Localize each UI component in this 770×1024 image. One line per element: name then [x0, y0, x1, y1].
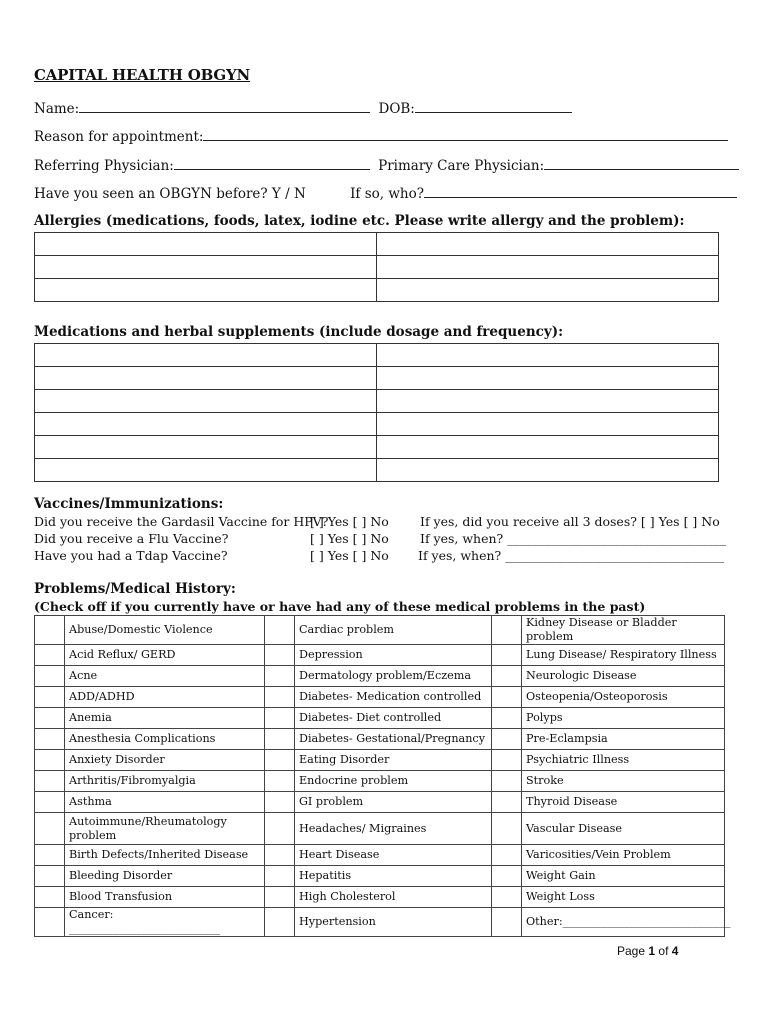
allergies-heading: Allergies (medications, foods, latex, iodine etc. Please write allergy and the problem):: [34, 213, 685, 229]
history-checkbox[interactable]: [265, 771, 295, 792]
history-checkbox[interactable]: [492, 750, 522, 771]
history-checkbox[interactable]: [492, 887, 522, 908]
history-condition-label: Headaches/ Migraines: [295, 813, 492, 845]
history-condition-label: Depression: [295, 645, 492, 666]
tdap-options[interactable]: [ ] Yes [ ] No: [310, 548, 389, 563]
history-checkbox[interactable]: [492, 813, 522, 845]
name-label: Name:: [34, 101, 80, 117]
history-subheading: (Check off if you currently have or have had any of these medical problems in the past): [34, 599, 646, 614]
medication-cell[interactable]: [35, 367, 377, 390]
history-condition-label: ADD/ADHD: [65, 687, 265, 708]
history-checkbox[interactable]: [492, 771, 522, 792]
history-condition-label: Neurologic Disease: [522, 666, 725, 687]
flu-followup[interactable]: If yes, when? ___________________________________: [420, 531, 726, 546]
history-heading: Problems/Medical History:: [34, 581, 236, 597]
history-checkbox[interactable]: [492, 708, 522, 729]
history-row: [35, 729, 725, 750]
history-checkbox[interactable]: [265, 666, 295, 687]
tdap-question: Have you had a Tdap Vaccine?: [34, 548, 228, 563]
medication-cell[interactable]: [377, 413, 719, 436]
history-checkbox[interactable]: [35, 666, 65, 687]
medication-cell[interactable]: [35, 413, 377, 436]
history-condition-label: Hepatitis: [295, 866, 492, 887]
history-checkbox[interactable]: [265, 866, 295, 887]
form-title: CAPITAL HEALTH OBGYN: [34, 66, 250, 84]
name-dob-row: [34, 99, 572, 117]
allergy-cell[interactable]: [377, 256, 719, 279]
medication-cell[interactable]: [35, 436, 377, 459]
flu-options[interactable]: [ ] Yes [ ] No: [310, 531, 389, 546]
if-so-label: If so, who?: [350, 186, 424, 202]
history-checkbox[interactable]: [265, 687, 295, 708]
history-condition-label: Diabetes- Gestational/Pregnancy: [295, 729, 492, 750]
medication-cell[interactable]: [377, 344, 719, 367]
history-condition-label: Autoimmune/Rheumatology problem: [65, 813, 265, 845]
history-row: [35, 616, 725, 645]
history-condition-label: Cardiac problem: [295, 616, 492, 645]
medical-history-table: [34, 615, 731, 937]
history-condition-label: Eating Disorder: [295, 750, 492, 771]
history-checkbox[interactable]: [35, 866, 65, 887]
allergy-cell[interactable]: [35, 279, 377, 302]
history-condition-label: Acid Reflux/ GERD: [65, 645, 265, 666]
history-condition-label: Dermatology problem/Eczema: [295, 666, 492, 687]
history-checkbox[interactable]: [35, 813, 65, 845]
medication-cell[interactable]: [377, 436, 719, 459]
history-condition-label: Polyps: [522, 708, 725, 729]
allergies-table: [34, 232, 719, 302]
history-checkbox[interactable]: [265, 887, 295, 908]
history-condition-label: Endocrine problem: [295, 771, 492, 792]
history-condition-label: Abuse/Domestic Violence: [65, 616, 265, 645]
history-condition-label: Acne: [65, 666, 265, 687]
history-checkbox[interactable]: [35, 771, 65, 792]
history-condition-label: Varicosities/Vein Problem: [522, 845, 725, 866]
history-checkbox[interactable]: [35, 750, 65, 771]
history-checkbox[interactable]: [35, 887, 65, 908]
history-checkbox[interactable]: [265, 616, 295, 645]
physician-row: [34, 156, 739, 174]
history-condition-label: Cancer: ___________________________: [65, 908, 265, 937]
history-condition-label: Hypertension: [295, 908, 492, 937]
history-condition-label: Psychiatric Illness: [522, 750, 725, 771]
history-condition-label: Weight Loss: [522, 887, 725, 908]
history-checkbox[interactable]: [35, 708, 65, 729]
history-checkbox[interactable]: [265, 792, 295, 813]
history-checkbox[interactable]: [265, 845, 295, 866]
history-condition-label: Heart Disease: [295, 845, 492, 866]
page-total: 4: [671, 944, 679, 958]
history-row: [35, 845, 725, 866]
history-condition-label: Blood Transfusion: [65, 887, 265, 908]
allergy-cell[interactable]: [377, 233, 719, 256]
history-row: [35, 750, 725, 771]
history-condition-label: Osteopenia/Osteoporosis: [522, 687, 725, 708]
pcp-field[interactable]: [544, 156, 739, 170]
dob-field[interactable]: [415, 99, 572, 113]
history-condition-label: Anesthesia Complications: [65, 729, 265, 750]
vaccines-heading: Vaccines/Immunizations:: [34, 496, 224, 512]
history-condition-label: Lung Disease/ Respiratory Illness: [522, 645, 725, 666]
history-condition-label: Thyroid Disease: [522, 792, 725, 813]
history-checkbox[interactable]: [35, 616, 65, 645]
medication-cell[interactable]: [35, 344, 377, 367]
history-checkbox[interactable]: [35, 645, 65, 666]
history-row: [35, 792, 725, 813]
seen-obgyn-label: Have you seen an OBGYN before? Y / N: [34, 186, 306, 202]
medication-cell[interactable]: [35, 390, 377, 413]
history-condition-label: Other:______________________________: [522, 908, 725, 937]
history-condition-label: Asthma: [65, 792, 265, 813]
history-checkbox[interactable]: [35, 729, 65, 750]
history-checkbox[interactable]: [265, 708, 295, 729]
history-checkbox[interactable]: [35, 792, 65, 813]
page-of-word: of: [658, 944, 669, 958]
history-condition-label: High Cholesterol: [295, 887, 492, 908]
page-current: 1: [648, 944, 656, 958]
history-condition-label: Diabetes- Medication controlled: [295, 687, 492, 708]
medications-table: [34, 343, 719, 482]
history-condition-label: Anxiety Disorder: [65, 750, 265, 771]
history-condition-label: Vascular Disease: [522, 813, 725, 845]
referring-physician-label: Referring Physician:: [34, 158, 174, 174]
history-row: [35, 708, 725, 729]
history-checkbox[interactable]: [492, 845, 522, 866]
history-condition-label: Kidney Disease or Bladder problem: [522, 616, 725, 645]
history-condition-label: Bleeding Disorder: [65, 866, 265, 887]
referring-physician-field[interactable]: [174, 156, 370, 170]
medication-cell[interactable]: [377, 390, 719, 413]
history-checkbox[interactable]: [265, 645, 295, 666]
gardasil-question: Did you receive the Gardasil Vaccine for HPV?: [34, 514, 329, 529]
medication-cell[interactable]: [377, 459, 719, 482]
history-checkbox[interactable]: [492, 908, 522, 937]
tdap-followup[interactable]: If yes, when? ___________________________________: [418, 548, 724, 563]
history-row: [35, 887, 725, 908]
name-field[interactable]: [79, 99, 370, 113]
history-row: [35, 645, 725, 666]
history-condition-label: Weight Gain: [522, 866, 725, 887]
history-checkbox[interactable]: [35, 845, 65, 866]
reason-field[interactable]: [203, 127, 728, 141]
history-condition-label: Arthritis/Fibromyalgia: [65, 771, 265, 792]
medication-cell[interactable]: [35, 459, 377, 482]
history-condition-label: Birth Defects/Inherited Disease: [65, 845, 265, 866]
history-row: [35, 687, 725, 708]
medication-cell[interactable]: [377, 367, 719, 390]
history-condition-label: Anemia: [65, 708, 265, 729]
history-condition-label: Pre-Eclampsia: [522, 729, 725, 750]
history-condition-label: Diabetes- Diet controlled: [295, 708, 492, 729]
history-condition-label: GI problem: [295, 792, 492, 813]
history-row: [35, 866, 725, 887]
reason-row: [34, 127, 728, 145]
history-checkbox[interactable]: [265, 729, 295, 750]
history-row: [35, 908, 725, 937]
flu-question: Did you receive a Flu Vaccine?: [34, 531, 229, 546]
history-checkbox[interactable]: [492, 687, 522, 708]
page-footer: [617, 944, 678, 958]
page-word: Page: [617, 944, 646, 958]
history-checkbox[interactable]: [492, 729, 522, 750]
allergy-cell[interactable]: [377, 279, 719, 302]
history-checkbox[interactable]: [265, 813, 295, 845]
if-so-field[interactable]: [424, 184, 737, 198]
history-row: [35, 771, 725, 792]
dob-label: DOB:: [378, 101, 415, 117]
history-checkbox[interactable]: [35, 687, 65, 708]
gardasil-followup[interactable]: If yes, did you receive all 3 doses? [ ] Yes [ ] No: [420, 514, 720, 529]
history-row: [35, 813, 725, 845]
history-checkbox[interactable]: [492, 616, 522, 645]
history-condition-label: Stroke: [522, 771, 725, 792]
gardasil-options[interactable]: [ ] Yes [ ] No: [310, 514, 389, 529]
seen-obgyn-row: [34, 184, 737, 202]
allergy-cell[interactable]: [35, 233, 377, 256]
history-checkbox[interactable]: [492, 666, 522, 687]
history-row: [35, 666, 725, 687]
history-checkbox[interactable]: [35, 908, 65, 937]
pcp-label: Primary Care Physician:: [378, 158, 545, 174]
allergy-cell[interactable]: [35, 256, 377, 279]
history-checkbox[interactable]: [265, 908, 295, 937]
reason-label: Reason for appointment:: [34, 129, 204, 145]
history-checkbox[interactable]: [492, 792, 522, 813]
history-checkbox[interactable]: [492, 866, 522, 887]
history-checkbox[interactable]: [265, 750, 295, 771]
medications-heading: Medications and herbal supplements (include dosage and frequency):: [34, 324, 564, 340]
history-checkbox[interactable]: [492, 645, 522, 666]
